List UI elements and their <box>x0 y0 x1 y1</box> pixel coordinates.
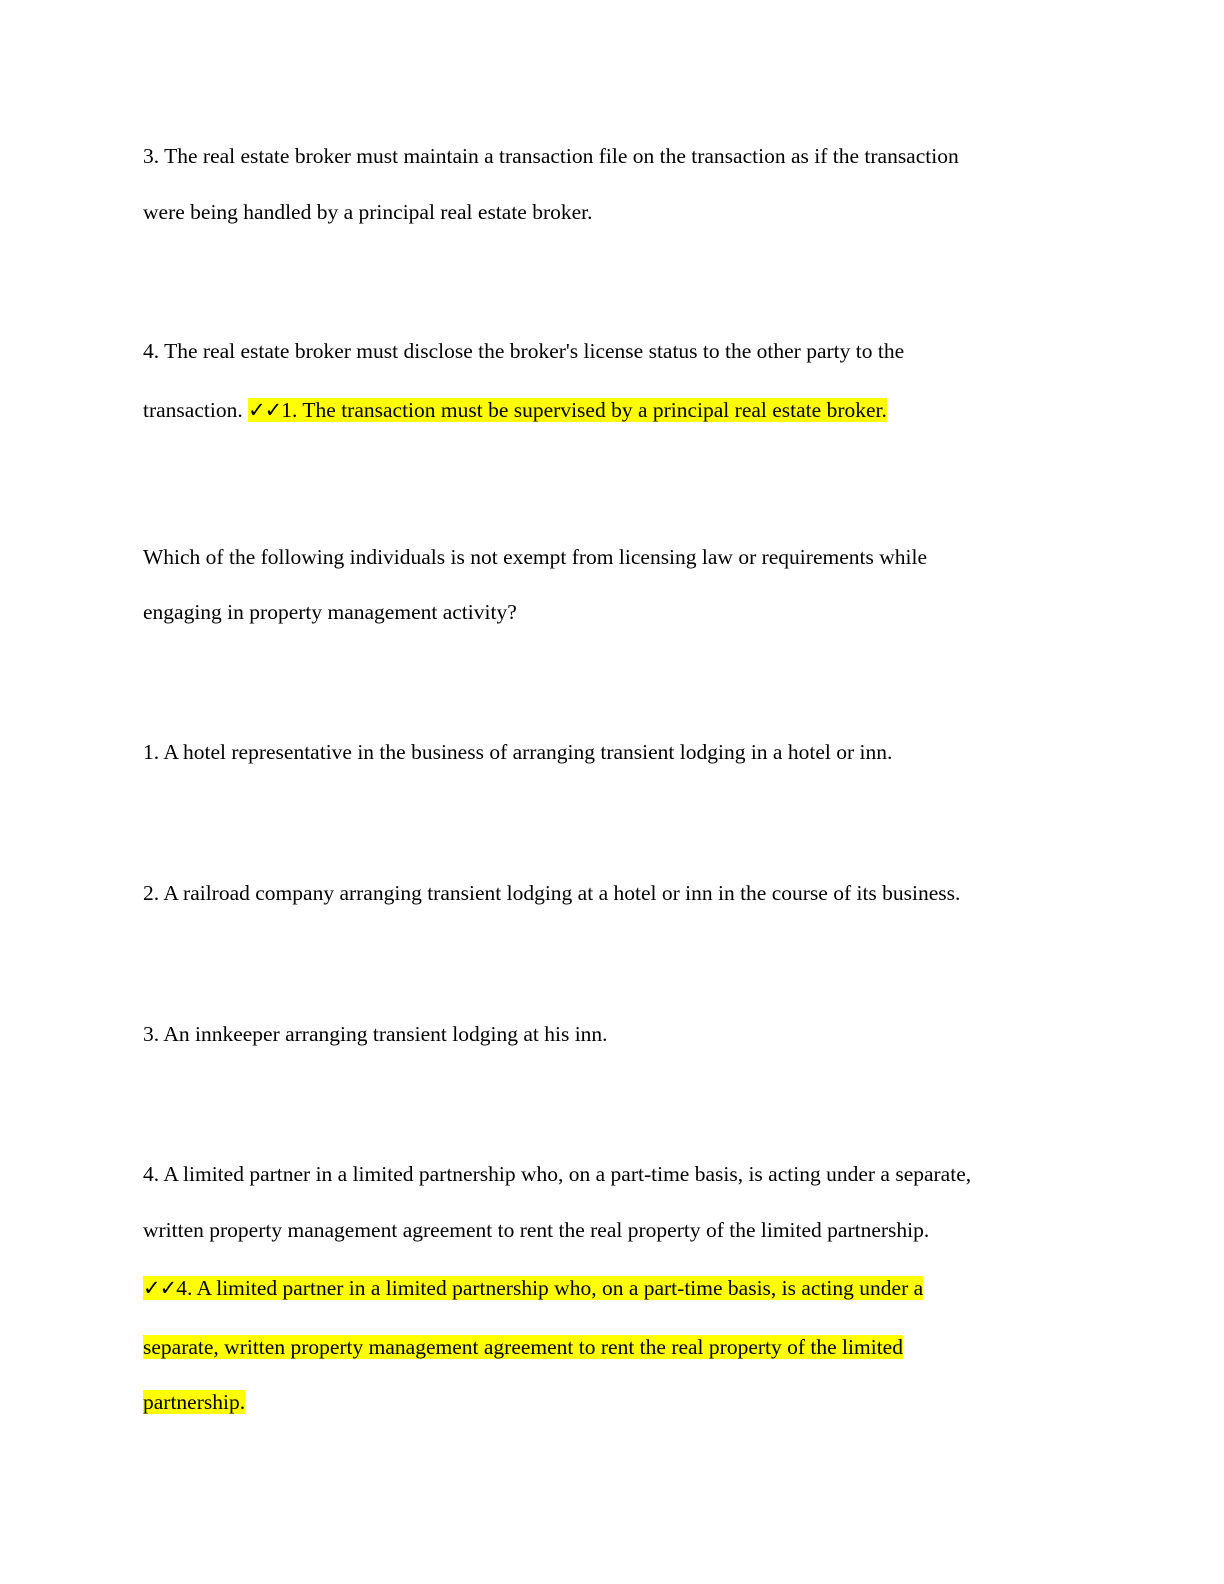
question-line-2: engaging in property management activity? <box>143 600 517 624</box>
double-check-icon: ✓✓ <box>248 398 282 422</box>
answer-line-2 <box>143 1333 903 1361</box>
double-check-icon: ✓✓ <box>143 1276 177 1300</box>
prev-option-3-line-1: 3. The real estate broker must maintain a transaction file on the transaction as if the transaction <box>143 144 959 168</box>
answer-line-1-text: 4. A limited partner in a limited partnership who, on a part-time basis, is acting under a <box>176 1276 924 1300</box>
answer-highlight-3: partnership. <box>143 1390 246 1414</box>
answer-highlight <box>248 398 887 422</box>
prev-option-4-text: transaction. <box>143 398 249 422</box>
option-4-line-2: written property management agreement to rent the real property of the limited partnership. <box>143 1218 930 1242</box>
option-4-line-1: 4. A limited partner in a limited partnership who, on a part-time basis, is acting under a separate, <box>143 1162 972 1186</box>
prev-option-4-line-1: 4. The real estate broker must disclose the broker's license status to the other party to the <box>143 339 905 363</box>
answer-highlight-1 <box>143 1276 923 1300</box>
option-1: 1. A hotel representative in the business of arranging transient lodging in a hotel or inn. <box>143 740 893 764</box>
answer-line-1 <box>143 1274 923 1302</box>
question-line-1: Which of the following individuals is not exempt from licensing law or requirements while <box>143 545 927 569</box>
prev-option-4-line-2 <box>143 396 887 424</box>
prev-option-3-line-2: were being handled by a principal real estate broker. <box>143 200 593 224</box>
option-2: 2. A railroad company arranging transient lodging at a hotel or inn in the course of its business. <box>143 881 961 905</box>
option-3: 3. An innkeeper arranging transient lodging at his inn. <box>143 1022 608 1046</box>
answer-text: 1. The transaction must be supervised by a principal real estate broker. <box>281 398 887 422</box>
answer-highlight-2: separate, written property management agreement to rent the real property of the limited <box>143 1335 903 1359</box>
answer-line-3 <box>143 1388 245 1416</box>
